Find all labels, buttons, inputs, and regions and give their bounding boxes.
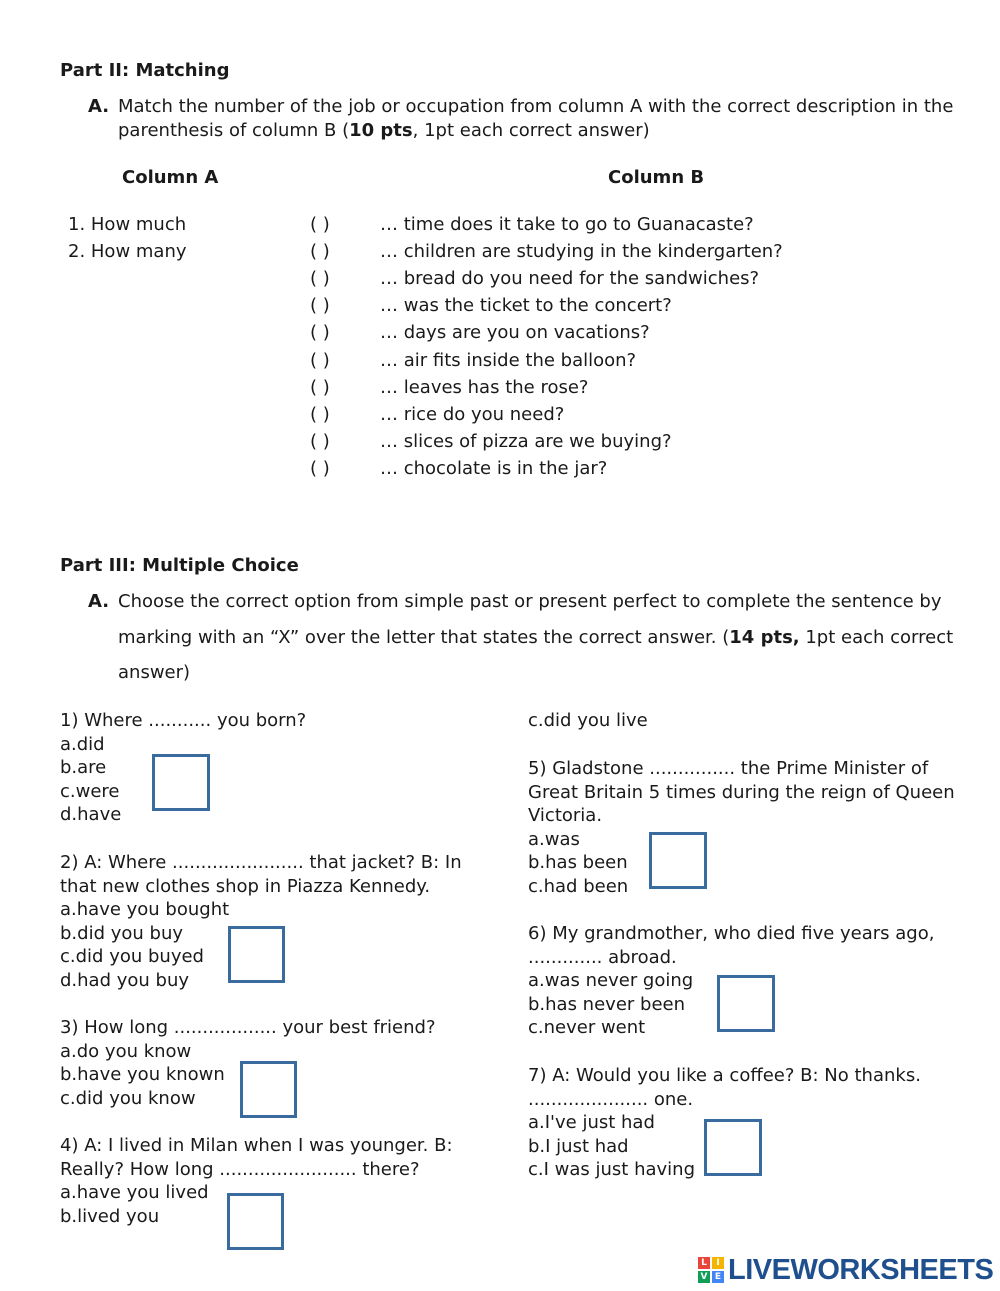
answer-box-4[interactable] — [227, 1193, 284, 1250]
answer-parenthesis[interactable]: ( ) — [310, 376, 330, 398]
question-text: Really? How long ........................ there? — [60, 1158, 420, 1180]
question-text: 4) A: I lived in Milan when I was younger. B: — [60, 1135, 453, 1156]
logo-tile: E — [712, 1271, 724, 1283]
logo-tile: I — [712, 1257, 724, 1269]
option-c: c.had been — [528, 875, 629, 897]
option-b: b.are — [60, 757, 107, 778]
answer-parenthesis[interactable]: ( ) — [310, 403, 330, 425]
instruction-points: 10 pts — [349, 120, 413, 141]
part3-instruction-line3: answer) — [118, 662, 191, 683]
answer-box-6[interactable] — [717, 975, 775, 1032]
answer-parenthesis[interactable]: ( ) — [310, 241, 330, 263]
question-text: Great Britain 5 times during the reign of Queen — [528, 781, 955, 803]
answer-box-3[interactable] — [240, 1061, 297, 1118]
column-a-item: 1. How much — [68, 214, 187, 235]
option-a: a.was never going — [528, 970, 694, 991]
answer-box-1[interactable] — [152, 754, 210, 811]
part3-instruction-line2 — [118, 626, 953, 650]
answer-parenthesis[interactable]: ( ) — [310, 214, 330, 235]
option-c: c.did you live — [528, 710, 648, 731]
option-b: b.have you known — [60, 1064, 225, 1085]
part3-instruction-line1: Choose the correct option from simple past or present perfect to complete the sentence by — [118, 591, 942, 612]
column-b-header: Column B — [608, 167, 705, 188]
option-d: d.had you buy — [60, 969, 190, 991]
logo-tile: L — [698, 1257, 710, 1269]
question-text: 6) My grandmother, who died five years ago, — [528, 923, 935, 944]
instruction-text: parenthesis of column B ( — [118, 120, 350, 141]
logo-text: LIVEWORKSHEETS — [728, 1253, 994, 1286]
instruction-text: 1pt each correct — [799, 627, 954, 648]
option-a: a.did — [60, 733, 105, 755]
part2-title: Part II: Matching — [60, 60, 230, 81]
answer-box-7[interactable] — [704, 1119, 762, 1176]
column-b-item: … time does it take to go to Guanacaste? — [380, 214, 754, 235]
option-c: c.were — [60, 780, 120, 802]
option-a: a.have you bought — [60, 899, 230, 920]
column-a-item: 2. How many — [68, 241, 187, 262]
column-b-item: … chocolate is in the jar? — [380, 457, 608, 479]
question-text: 2) A: Where ....................... that jacket? B: In — [60, 852, 462, 873]
instruction-text: , 1pt each correct answer) — [412, 120, 650, 141]
option-b: b.lived you — [60, 1205, 160, 1227]
question-text: that new clothes shop in Piazza Kennedy. — [60, 875, 431, 897]
option-a: a.was — [528, 828, 580, 850]
answer-parenthesis[interactable]: ( ) — [310, 295, 330, 317]
column-b-item: … leaves has the rose? — [380, 376, 589, 398]
part2-instruction-letter: A. — [88, 96, 110, 117]
question-text: 5) Gladstone ............... the Prime Minister of — [528, 758, 929, 779]
option-b: b.has been — [528, 852, 628, 873]
option-c: c.did you buyed — [60, 946, 204, 967]
option-b: b.has never been — [528, 993, 685, 1015]
column-b-item: … bread do you need for the sandwiches? — [380, 268, 760, 290]
option-b: b.I just had — [528, 1135, 629, 1157]
logo-tile: V — [698, 1271, 710, 1283]
column-b-item: … slices of pizza are we buying? — [380, 430, 672, 452]
part2-instruction-line1: Match the number of the job or occupation from column A with the correct description in the — [118, 96, 954, 117]
part2-instruction-line2 — [118, 119, 650, 143]
option-c: c.did you know — [60, 1087, 196, 1109]
answer-box-5[interactable] — [649, 832, 707, 889]
column-b-item: … children are studying in the kindergarten? — [380, 241, 783, 263]
part3-instruction-letter: A. — [88, 591, 110, 612]
question-text: 7) A: Would you like a coffee? B: No thanks. — [528, 1065, 921, 1086]
question-text: Victoria. — [528, 805, 603, 826]
question-text: ..................... one. — [528, 1088, 694, 1110]
logo-icon — [698, 1257, 724, 1283]
column-b-item: … days are you on vacations? — [380, 322, 650, 344]
column-b-item: … air fits inside the balloon? — [380, 349, 637, 371]
liveworksheets-logo — [698, 1254, 993, 1286]
column-b-item: … was the ticket to the concert? — [380, 295, 672, 317]
option-a: a.do you know — [60, 1040, 192, 1062]
option-c: c.I was just having — [528, 1159, 695, 1180]
option-a: a.I've just had — [528, 1112, 655, 1133]
question-5 — [528, 757, 955, 898]
option-a: a.have you lived — [60, 1182, 209, 1203]
option-b: b.did you buy — [60, 922, 184, 944]
option-d: d.have — [60, 804, 122, 825]
column-b-item: … rice do you need? — [380, 403, 565, 425]
column-a-header: Column A — [122, 167, 219, 188]
option-c: c.never went — [528, 1017, 646, 1038]
answer-parenthesis[interactable]: ( ) — [310, 322, 330, 344]
question-text: 1) Where ........... you born? — [60, 710, 307, 731]
answer-box-2[interactable] — [228, 926, 285, 983]
question-text: 3) How long .................. your best friend? — [60, 1017, 436, 1038]
answer-parenthesis[interactable]: ( ) — [310, 457, 330, 479]
question-text: ............. abroad. — [528, 946, 677, 968]
instruction-points: 14 pts, — [729, 627, 800, 648]
answer-parenthesis[interactable]: ( ) — [310, 430, 330, 452]
answer-parenthesis[interactable]: ( ) — [310, 349, 330, 371]
part3-title: Part III: Multiple Choice — [60, 555, 299, 576]
instruction-text: marking with an “X” over the letter that states the correct answer. ( — [118, 627, 730, 648]
answer-parenthesis[interactable]: ( ) — [310, 268, 330, 290]
